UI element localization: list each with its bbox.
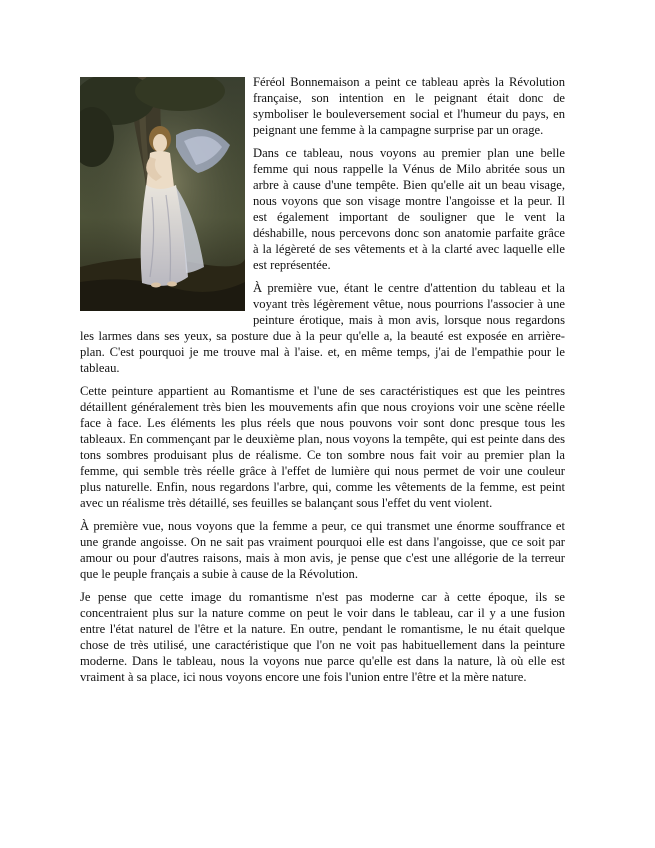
paragraph-3: À première vue, étant le centre d'attention du tableau et la voyant très légèrement vêtue, nous pourrions l'associer à une peinture érotique, mais à mon avis, lorsque nous regardons les larmes dans ses yeux, sa posture due à la peur qu'elle a, la beauté est exposée en arrière-plan. C'est pourquoi je me trouve mal à l'aise. et, en même temps, j'ai de l'empathie pour le tableau. (80, 281, 565, 375)
painting-image (80, 77, 245, 311)
paragraph-4: Cette peinture appartient au Romantisme et l'une de ses caractéristiques est que les peintres détaillent généralement très bien les mouvements afin que nous croyions voir une scène réelle face à face. Les éléments les plus réels que nous pouvons voir sont donc presque tous les tableaux. En commençant par le deuxième plan, nous voyons la tempête, qui est peinte dans des tons sombres produisant plus de réalisme. Ce ton sombre nous fait voir au premier plan la femme, qui semble très réelle grâce à l'effet de lumière qui nous permet de voir une couleur plus naturelle. Enfin, nous regardons l'arbre, qui, comme les vêtements de la femme, est peint avec un réalisme très détaillé, ses feuilles se balançant sous l'effet du vent violent. (80, 384, 565, 510)
paragraph-6: Je pense que cette image du romantisme n'est pas moderne car à cette époque, ils se concentraient plus sur la nature comme on peut le voir dans le tableau, car il y a une fusion entre l'état naturel de l'être et la nature. En outre, pendant le romantisme, le nu était quelque chose de très utilisé, une caractéristique que l'on ne voit pas habituellement dans la peinture moderne. Dans le tableau, nous la voyons nue parce qu'elle est dans la nature, là où elle est vraiment à sa place, ici nous voyons encore une fois l'union entre l'être et la mère nature. (80, 590, 565, 684)
painting-woman-in-storm (80, 77, 245, 311)
document-page (80, 74, 565, 692)
paragraph-5: À première vue, nous voyons que la femme a peur, ce qui transmet une énorme souffrance et une grande angoisse. On ne sait pas vraiment pourquoi elle est dans l'angoisse, que ce soit par amour ou pour d'autres raisons, mais à mon avis, je pense que c'est une allégorie de la terreur que le peuple français a subie à cause de la Révolution. (80, 519, 565, 581)
paragraph-2: Dans ce tableau, nous voyons au premier plan une belle femme qui nous rappelle la Vénus de Milo abritée sous un arbre à cause d'une tempête. Bien qu'elle ait un beau visage, nous voyons que son visage montre l'angoisse et la peur. Il est également important de souligner que le vent la déshabille, nous percevons donc son anatomie parfaite grâce à la légèreté de ses vêtements et à la clarté avec laquelle elle est représentée. (253, 146, 565, 272)
paragraph-1: Féréol Bonnemaison a peint ce tableau après la Révolution française, son intention en le peignant était donc de symboliser le bouleversement social et l'humeur du pays, en peignant une femme à la campagne surprise par un orage. (253, 75, 565, 137)
